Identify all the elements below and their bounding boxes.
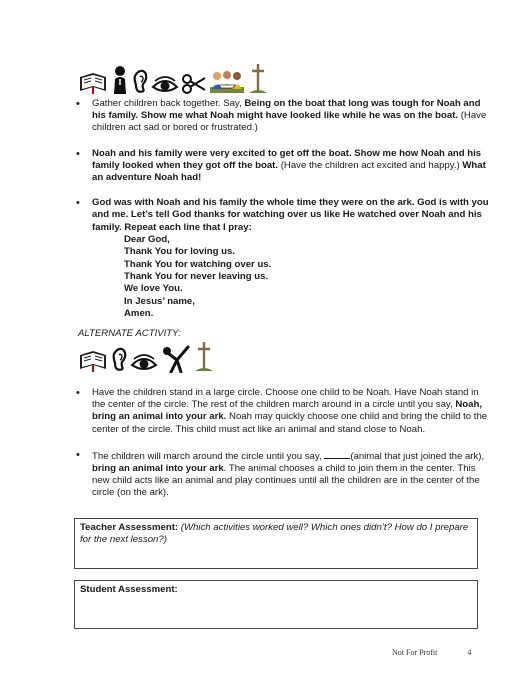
list-item: • Noah and his family were very excited to get off the boat. Show me how Noah and his family looked when they got off the boat. (Have the children act excited and happy.) What an adventure Noah had! xyxy=(74,148,494,185)
footer-text: Not For Profit xyxy=(392,648,438,657)
fill-in-blank xyxy=(324,449,350,459)
prayer-line: Thank You for never leaving us. xyxy=(124,271,269,283)
teacher-assessment-label: Teacher Assessment: xyxy=(80,522,179,533)
prayer-line: Thank You for watching over us. xyxy=(124,258,272,270)
list-item: • The children will march around the circle until you say, (animal that just joined the ark), bring an animal into your ark. The animal chooses a child to join them in the center. This new child acts like an animal and play continues until all the children are in the center of the circle (on the ark). xyxy=(74,449,494,500)
scissors-icon xyxy=(182,73,206,95)
bible-icon xyxy=(78,347,108,373)
cross-icon xyxy=(248,63,268,95)
prayer-line: We love You. xyxy=(124,283,183,295)
list-item: • God was with Noah and his family the whole time they were on the ark. God is with you and me. Let’s tell God thanks for watching over us like He watched over Noah and his family. Repeat each line that I pray: Dear God, Thank You for loving us. Thank You for watching over us. Thank You for never leaving us. We love You. In Jesus’ name, Amen. xyxy=(74,197,494,320)
cross-icon xyxy=(194,341,214,373)
prayer-line: Thank You for loving us. xyxy=(124,246,236,258)
bible-icon xyxy=(78,69,108,95)
teacher-assessment-box[interactable] xyxy=(74,518,478,569)
stretching-person-icon xyxy=(161,345,191,373)
praying-child-icon xyxy=(111,65,129,95)
prayer-line: In Jesus’ name, xyxy=(124,295,195,307)
list-item: • Gather children back together. Say, Being on the boat that long was tough for Noah and his family. Show me what Noah might have looked like while he was on the boat. (Have children act sad or bored or frustrated.) xyxy=(74,98,494,135)
alternate-steps xyxy=(74,387,494,500)
alternate-activity-heading: ALTERNATE ACTIVITY: xyxy=(78,328,181,339)
ear-icon xyxy=(132,69,148,95)
icon-row-alternate xyxy=(78,341,214,373)
page-number: 4 xyxy=(467,648,472,657)
prayer-line: Dear God, xyxy=(124,233,170,245)
ear-icon xyxy=(111,347,127,373)
teacher-assessment-prompt: (Which activities worked well? Which ones didn’t? How do I prepare for the next lesson?) xyxy=(80,522,469,546)
page-footer xyxy=(392,648,471,657)
lesson-steps xyxy=(74,98,494,321)
student-assessment-label: Student Assessment: xyxy=(80,584,178,595)
eye-icon xyxy=(130,353,158,373)
student-assessment-box[interactable] xyxy=(74,580,478,629)
children-group-icon xyxy=(209,69,245,95)
eye-icon xyxy=(151,75,179,95)
prayer-line: Amen. xyxy=(124,308,154,320)
icon-row-top xyxy=(78,63,268,95)
list-item: • Have the children stand in a large circle. Choose one child to be Noah. Have Noah stand in the center of the circle. The rest of the children march around in a circle until you say, Noah, bring an animal into your ark. Noah may quickly choose one child and bring the child to the center of the circle. This child must act like an animal and stand close to Noah. xyxy=(74,387,494,436)
prayer-lines xyxy=(124,234,494,321)
